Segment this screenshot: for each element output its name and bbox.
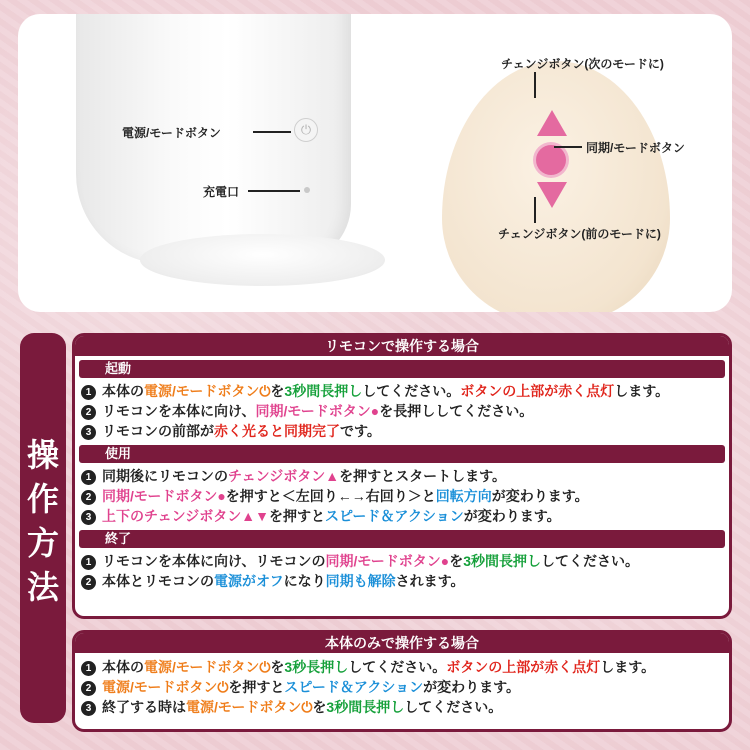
instruction-text: します。 xyxy=(614,383,670,399)
step-number: 2 xyxy=(81,405,96,420)
instruction-text: ボタンの上部が赤く点灯 xyxy=(446,659,601,675)
body-instructions-box xyxy=(72,630,732,732)
instruction-text: 電源/モードボタン⏻ xyxy=(102,679,229,695)
step-number: 3 xyxy=(81,701,96,716)
instruction-text: 本体とリモコンの xyxy=(102,573,214,589)
instruction-text: 電源/モードボタン⏻ xyxy=(186,699,313,715)
instruction-text: 終了する時は xyxy=(102,699,186,715)
instruction-text: になり xyxy=(283,573,326,589)
instruction-text: スピード＆アクション xyxy=(284,679,424,695)
instruction-text: 電源がオフ xyxy=(214,573,284,589)
section-start: 起動 xyxy=(79,360,725,378)
product-photo xyxy=(18,14,732,312)
instruction-text: してください。 xyxy=(362,383,461,399)
instruction-text: を xyxy=(270,659,285,675)
instruction-text: 本体の xyxy=(102,383,144,399)
instruction-text: 上下のチェンジボタン▲▼ xyxy=(102,508,269,524)
leader-line xyxy=(248,190,300,192)
instruction-text: してください。 xyxy=(404,699,503,715)
instruction-text: チェンジボタン▲ xyxy=(228,468,340,484)
charge-port xyxy=(304,187,310,193)
instruction-text: リモコンを本体に向け、リモコンの xyxy=(102,553,326,569)
section-use: 使用 xyxy=(79,445,725,463)
instruction-text: です。 xyxy=(340,423,381,439)
instruction-line xyxy=(75,571,729,591)
instruction-text: 同期/モードボタン● xyxy=(102,488,226,504)
side-char: 操 xyxy=(26,436,59,474)
leader-line xyxy=(534,197,536,223)
instruction-line xyxy=(75,551,729,571)
instruction-text: 3秒間長押し xyxy=(463,553,542,569)
step-number: 1 xyxy=(81,555,96,570)
instruction-line xyxy=(75,697,729,717)
label-change-prev: チェンジボタン(前のモードに) xyxy=(498,227,661,241)
instruction-text: が変わります。 xyxy=(423,679,521,695)
instruction-text: スピード＆アクション xyxy=(324,508,464,524)
instruction-line xyxy=(75,381,729,401)
instruction-line xyxy=(75,401,729,421)
instruction-text: を xyxy=(449,553,464,569)
triangle-down-icon xyxy=(537,182,567,208)
instruction-text: を押すとスタートします。 xyxy=(339,468,506,484)
instruction-text: を xyxy=(312,699,327,715)
body-section-title: 本体のみで操作する場合 xyxy=(75,633,729,653)
step-number: 3 xyxy=(81,425,96,440)
instruction-text: を xyxy=(270,383,285,399)
instruction-text: 同期/モードボタン● xyxy=(255,403,380,419)
step-number: 2 xyxy=(81,575,96,590)
instruction-text: 3秒長押し xyxy=(284,659,349,675)
label-charge: 充電口 xyxy=(203,185,240,199)
instruction-text: 同期後にリモコンの xyxy=(102,468,228,484)
side-char: 作 xyxy=(26,480,59,518)
instruction-text: 赤く光ると同期完了 xyxy=(214,423,340,439)
instruction-text: します。 xyxy=(600,659,656,675)
circle-button-icon xyxy=(536,145,566,175)
remote-section-title: リモコンで操作する場合 xyxy=(75,336,729,356)
instruction-text: 同期も解除 xyxy=(325,573,396,589)
instruction-text: してください。 xyxy=(348,659,447,675)
instruction-text: 同期/モードボタン● xyxy=(325,553,450,569)
section-end: 終了 xyxy=(79,530,725,548)
instruction-line xyxy=(75,506,729,526)
instruction-text: を押すと xyxy=(268,508,325,524)
step-number: 3 xyxy=(81,510,96,525)
device-base xyxy=(140,234,385,286)
step-number: 2 xyxy=(81,490,96,505)
side-tab xyxy=(20,333,66,723)
instruction-text: を長押ししてください。 xyxy=(379,403,534,419)
step-number: 1 xyxy=(81,385,96,400)
instruction-text: されます。 xyxy=(395,573,465,589)
instruction-text: 電源/モードボタン⏻ xyxy=(144,383,271,399)
instruction-text: 3秒間長押し xyxy=(326,699,405,715)
leader-line xyxy=(554,146,582,148)
leader-line xyxy=(253,131,291,133)
side-char: 方 xyxy=(26,524,59,562)
instruction-line xyxy=(75,421,729,441)
instruction-line xyxy=(75,657,729,677)
step-number: 2 xyxy=(81,681,96,696)
triangle-up-icon xyxy=(537,110,567,136)
instruction-text: が変わります。 xyxy=(463,508,561,524)
instruction-text: ボタンの上部が赤く点灯 xyxy=(460,383,615,399)
step-number: 1 xyxy=(81,661,96,676)
instruction-line xyxy=(75,486,729,506)
instruction-text: を押すと＜左回り←→右回り＞と xyxy=(225,488,436,504)
label-power-mode: 電源/モードボタン xyxy=(122,126,221,140)
instruction-line xyxy=(75,677,729,697)
instruction-text: してください。 xyxy=(541,553,640,569)
remote-instructions-box xyxy=(72,333,732,619)
side-char: 法 xyxy=(26,568,59,606)
label-sync-mode: 同期/モードボタン xyxy=(586,141,685,155)
instruction-text: が変わります。 xyxy=(491,488,589,504)
instruction-text: リモコンを本体に向け、 xyxy=(102,403,256,419)
label-change-next: チェンジボタン(次のモードに) xyxy=(501,57,664,71)
instruction-line xyxy=(75,466,729,486)
instruction-text: 3秒間長押し xyxy=(284,383,363,399)
power-icon: ⏻ xyxy=(294,118,318,142)
leader-line xyxy=(534,72,536,98)
instruction-text: を押すと xyxy=(228,679,285,695)
step-number: 1 xyxy=(81,470,96,485)
instruction-text: 回転方向 xyxy=(435,488,492,504)
instruction-text: 電源/モードボタン⏻ xyxy=(144,659,271,675)
instruction-text: リモコンの前部が xyxy=(102,423,214,439)
instruction-text: 本体の xyxy=(102,659,144,675)
